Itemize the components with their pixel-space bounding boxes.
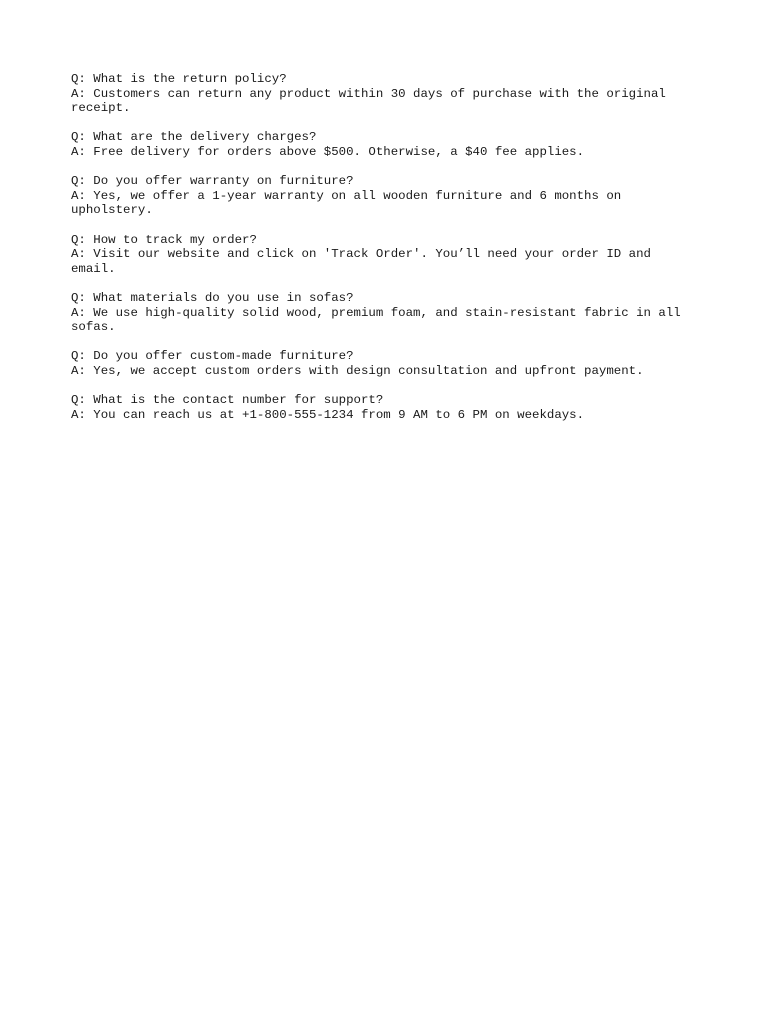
faq-answer: A: You can reach us at +1-800-555-1234 from 9 AM to 6 PM on weekdays. (71, 407, 585, 422)
faq-question: Q: Do you offer custom-made furniture? (71, 349, 354, 364)
faq-item-custom-furniture (71, 349, 701, 378)
faq-question: Q: Do you offer warranty on furniture? (71, 174, 354, 189)
faq-answer: A: Free delivery for orders above $500. Otherwise, a $40 fee applies. (71, 144, 585, 159)
faq-question: Q: What materials do you use in sofas? (71, 290, 354, 305)
faq-item-track-order (71, 233, 701, 277)
faq-document (71, 72, 701, 437)
faq-answer: A: Yes, we accept custom orders with design consultation and upfront payment. (71, 363, 644, 378)
faq-item-warranty (71, 174, 701, 218)
faq-item-delivery-charges (71, 130, 701, 159)
faq-item-contact-support (71, 393, 701, 422)
faq-item-sofa-materials (71, 291, 701, 335)
faq-answer: A: Customers can return any product within 30 days of purchase with the original receipt. (71, 86, 666, 116)
faq-question: Q: How to track my order? (71, 232, 257, 247)
faq-question: Q: What is the contact number for support? (71, 393, 384, 408)
faq-item-return-policy (71, 72, 701, 116)
faq-answer: A: Yes, we offer a 1-year warranty on all wooden furniture and 6 months on upholstery. (71, 188, 622, 218)
faq-answer: A: Visit our website and click on 'Track Order'. You’ll need your order ID and email. (71, 247, 651, 276)
faq-answer: A: We use high-quality solid wood, premium foam, and stain-resistant fabric in all sofas. (71, 305, 681, 335)
faq-question: Q: What is the return policy? (71, 72, 287, 86)
faq-question: Q: What are the delivery charges? (71, 130, 317, 145)
